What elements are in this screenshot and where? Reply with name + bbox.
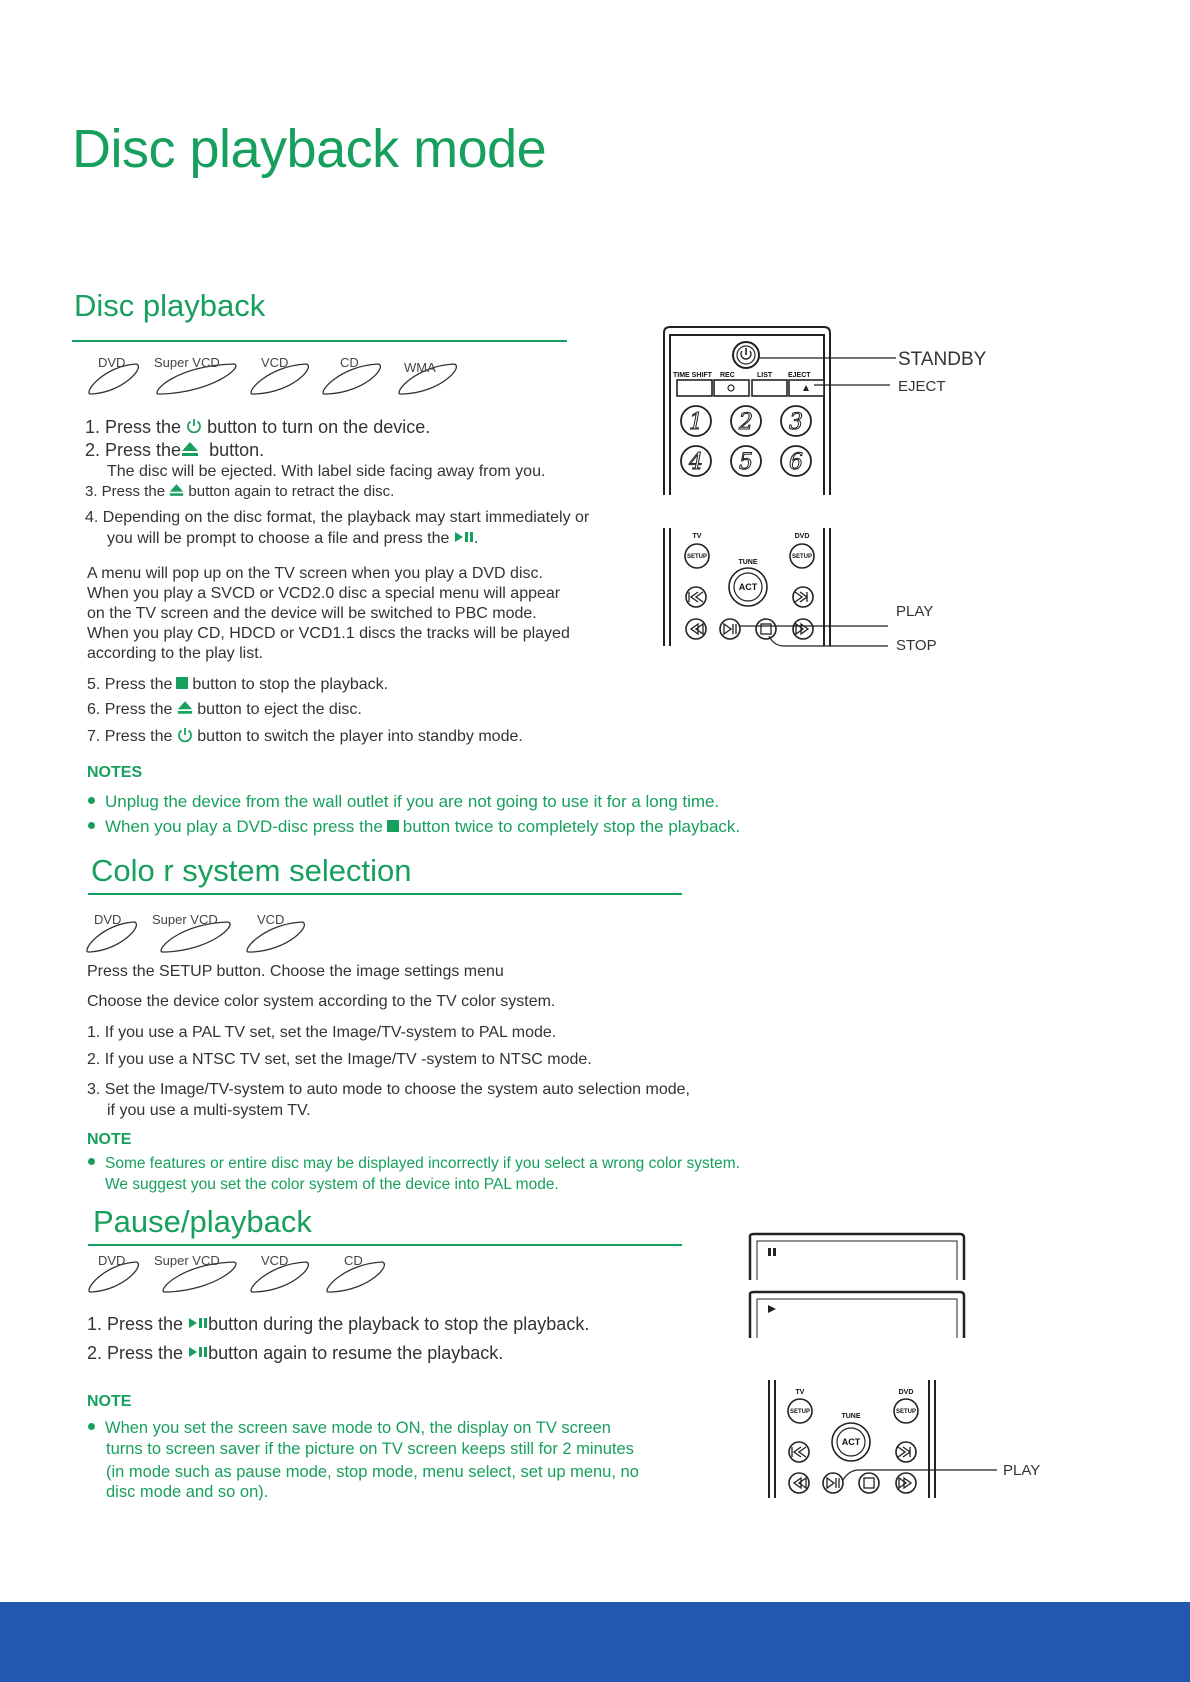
section-rule — [88, 893, 682, 895]
color-line: 3. Set the Image/TV-system to auto mode to choose the system auto selection mode, — [87, 1081, 690, 1098]
section-rule — [72, 340, 567, 342]
step-1: 1. Press the button to turn on the device. — [85, 417, 431, 437]
pause-step-1: 1. Press the button during the playback to stop the playback. — [87, 1314, 590, 1334]
remote-label: LIST — [757, 372, 773, 379]
bullet-icon — [88, 797, 95, 804]
note-item: When you play a DVD-disc press the button twice to completely stop the playback. — [88, 817, 740, 837]
pause-screen — [750, 1234, 964, 1280]
color-line: if you use a multi-system TV. — [107, 1102, 311, 1119]
disc-label: VCD — [257, 912, 285, 927]
disc-badge-dvd — [87, 912, 136, 952]
disc-type-badges — [84, 1250, 404, 1298]
note-heading: NOTE — [87, 1393, 132, 1410]
disc-badge-wma — [399, 360, 456, 394]
remote-label: ACT — [841, 1437, 861, 1447]
disc-label: Super VCD — [154, 355, 220, 370]
callout-play: PLAY — [1003, 1462, 1041, 1479]
disc-label: VCD — [261, 1253, 289, 1268]
section-heading-pause: Pause/playback — [93, 1204, 312, 1239]
bullet-icon — [88, 1158, 95, 1165]
digit-label: 1 — [689, 410, 703, 435]
screen-indicators — [748, 1232, 966, 1340]
step-6: 6. Press the button to eject the disc. — [87, 701, 362, 718]
section-heading-color-system: Colo r system selection — [91, 853, 412, 888]
digit-label: 2 — [739, 410, 753, 435]
callout-standby: STANDBY — [898, 349, 987, 370]
footer-bar — [0, 1602, 1190, 1682]
disc-badge-super-vcd — [154, 355, 236, 394]
disc-label: DVD — [98, 355, 126, 370]
remote-label: TV — [692, 533, 702, 540]
disc-badge-dvd — [89, 355, 138, 394]
disc-badge-vcd — [251, 1253, 308, 1292]
disc-badge-cd — [323, 355, 380, 394]
note-item-cont: (in mode such as pause mode, stop mode, menu select, set up menu, no — [106, 1463, 639, 1481]
disc-label: WMA — [404, 360, 436, 375]
remote-top-illustration — [660, 325, 1000, 495]
remote-label: SETUP — [789, 1409, 811, 1415]
disc-badge-vcd — [251, 355, 308, 394]
paragraph-line: according to the play list. — [87, 645, 264, 662]
remote-label: DVD — [794, 533, 810, 540]
remote-label: SETUP — [791, 554, 813, 560]
digit-label: 4 — [689, 450, 703, 475]
eject-icon — [169, 483, 184, 497]
disc-label: Super VCD — [154, 1253, 220, 1268]
page-title: Disc playback mode — [72, 119, 547, 179]
step-4: 4. Depending on the disc format, the playback may start immediately or — [85, 509, 590, 526]
color-line: 1. If you use a PAL TV set, set the Image/TV-system to PAL mode. — [87, 1024, 557, 1041]
remote-label: TIME SHIFT — [673, 372, 712, 379]
disc-label: DVD — [98, 1253, 126, 1268]
power-icon — [186, 418, 202, 434]
step-7: 7. Press the button to switch the player into standby mode. — [87, 728, 523, 745]
stop-icon — [176, 677, 188, 689]
digit-label: 6 — [789, 450, 803, 475]
disc-badge-super-vcd — [152, 912, 230, 952]
step-4-cont: you will be prompt to choose a file and press the . — [107, 530, 479, 547]
remote-label: SETUP — [895, 1409, 917, 1415]
remote-bottom-illustration — [765, 1380, 1065, 1502]
remote-mid-illustration — [660, 528, 1000, 653]
section-heading-disc-playback: Disc playback — [74, 288, 266, 323]
color-line: Press the SETUP button. Choose the image settings menu — [87, 963, 504, 980]
play-icon — [768, 1305, 776, 1313]
remote-label: EJECT — [788, 372, 811, 379]
paragraph-line: When you play a SVCD or VCD2.0 disc a special menu will appear — [87, 585, 561, 602]
note-item-cont: We suggest you set the color system of the device into PAL mode. — [105, 1176, 559, 1193]
remote-label: TUNE — [738, 559, 758, 566]
stop-icon — [387, 820, 399, 832]
disc-label: CD — [344, 1253, 363, 1268]
disc-badge-vcd — [247, 912, 304, 952]
paragraph-line: on the TV screen and the device will be switched to PBC mode. — [87, 605, 537, 622]
note-item-cont: turns to screen saver if the picture on TV screen keeps still for 2 minutes — [106, 1440, 634, 1458]
disc-label: DVD — [94, 912, 122, 927]
disc-badge-super-vcd — [154, 1253, 236, 1292]
paragraph-line: A menu will pop up on the TV screen when you play a DVD disc. — [87, 565, 543, 582]
disc-label: VCD — [261, 355, 289, 370]
disc-type-badges — [82, 910, 322, 958]
play-screen — [750, 1292, 964, 1338]
color-line: Choose the device color system according to the TV color system. — [87, 993, 556, 1010]
play-pause-icon — [188, 1317, 208, 1329]
note-item: When you set the screen save mode to ON, the display on TV screen — [88, 1418, 611, 1439]
step-2-detail: The disc will be ejected. With label side facing away from you. — [107, 463, 546, 480]
step-2: 2. Press the button. — [85, 440, 265, 460]
disc-badge-dvd — [89, 1253, 138, 1292]
pause-icon — [768, 1248, 771, 1256]
paragraph-line: When you play CD, HDCD or VCD1.1 discs the tracks will be played — [87, 625, 570, 642]
bullet-icon — [88, 822, 95, 829]
standby-button — [733, 342, 759, 368]
note-item-cont: disc mode and so on). — [106, 1483, 269, 1501]
note-item: Some features or entire disc may be displayed incorrectly if you select a wrong color system. — [88, 1153, 740, 1174]
digit-label: 5 — [739, 450, 753, 475]
disc-label: Super VCD — [152, 912, 218, 927]
notes-heading: NOTES — [87, 764, 143, 781]
disc-label: CD — [340, 355, 359, 370]
step-3: 3. Press the button again to retract the disc. — [85, 483, 395, 500]
remote-label: TUNE — [841, 1413, 861, 1420]
step-5: 5. Press the button to stop the playback. — [87, 676, 389, 693]
play-pause-icon — [188, 1346, 208, 1358]
remote-label: TV — [795, 1389, 805, 1396]
note-heading: NOTE — [87, 1131, 132, 1148]
bullet-icon — [88, 1423, 95, 1430]
note-item: Unplug the device from the wall outlet if you are not going to use it for a long time. — [88, 792, 719, 812]
power-icon — [177, 727, 193, 743]
eject-icon — [177, 700, 193, 715]
remote-label: SETUP — [686, 554, 708, 560]
digit-label: 3 — [789, 410, 803, 435]
callout-stop: STOP — [896, 637, 937, 653]
section-rule — [88, 1244, 682, 1246]
color-line: 2. If you use a NTSC TV set, set the Image/TV -system to NTSC mode. — [87, 1051, 592, 1068]
callout-play: PLAY — [896, 603, 934, 620]
play-pause-icon — [454, 531, 474, 543]
remote-label: DVD — [898, 1389, 914, 1396]
remote-label: ACT — [738, 582, 758, 592]
callout-eject: EJECT — [898, 378, 946, 395]
eject-icon — [181, 441, 199, 457]
pause-step-2: 2. Press the button again to resume the playback. — [87, 1343, 504, 1363]
remote-label: REC — [720, 372, 735, 379]
disc-type-badges — [84, 352, 484, 400]
disc-badge-cd — [327, 1253, 384, 1292]
